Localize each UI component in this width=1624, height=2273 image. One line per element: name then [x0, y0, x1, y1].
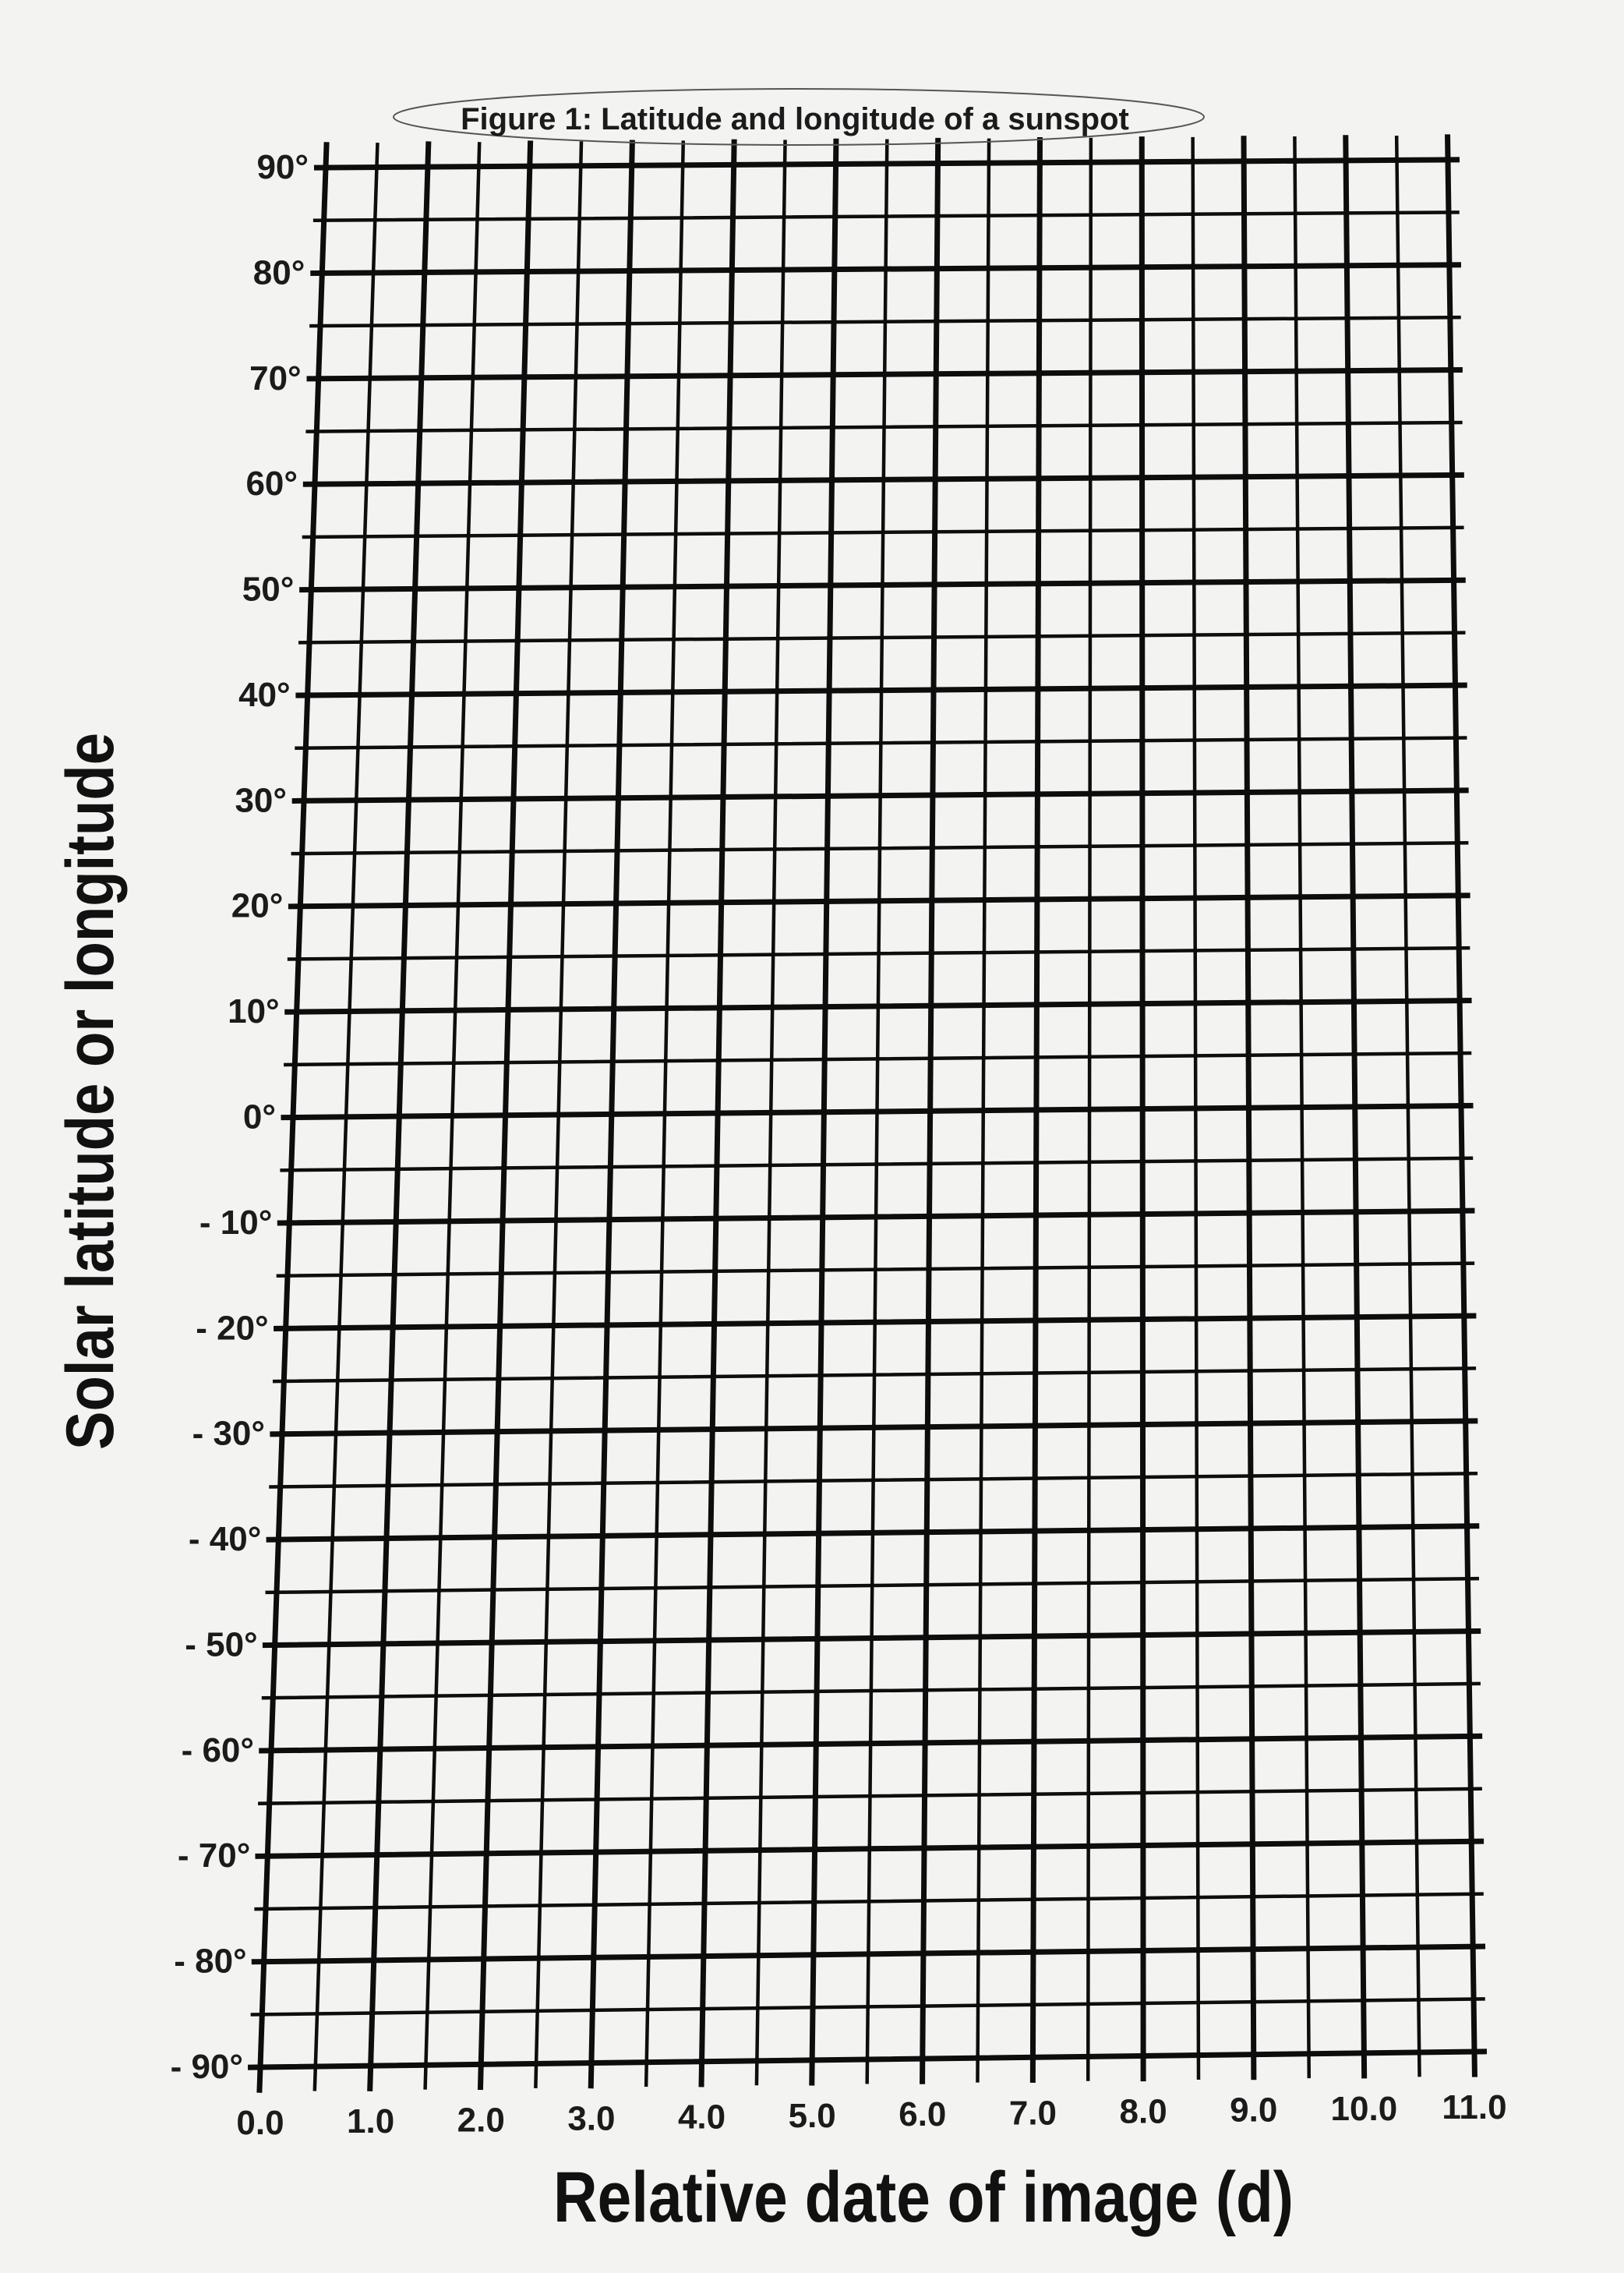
y-tick-label: 90°: [256, 148, 309, 186]
y-tick-label: - 20°: [196, 1309, 269, 1348]
y-tick-label: 50°: [242, 570, 295, 609]
x-tick-label: 8.0: [1119, 2092, 1167, 2131]
y-tick-label: 30°: [235, 781, 287, 820]
y-tick-label: 60°: [245, 465, 298, 504]
y-tick-label: - 10°: [199, 1203, 273, 1242]
y-tick-label: 70°: [249, 359, 302, 398]
y-tick-label: 0°: [242, 1098, 276, 1136]
y-tick-label: - 80°: [174, 1942, 247, 1981]
y-tick-label: - 40°: [188, 1520, 262, 1559]
y-tick-label: - 70°: [177, 1836, 251, 1875]
y-axis-label: Solar latitude or longitude: [53, 619, 128, 1450]
y-tick-label: - 90°: [170, 2048, 243, 2086]
x-tick-label: 9.0: [1230, 2091, 1278, 2130]
y-tick-label: - 30°: [192, 1414, 265, 1453]
x-tick-label: 3.0: [567, 2099, 616, 2138]
y-tick-label: 10°: [228, 992, 280, 1031]
x-tick-label: 4.0: [677, 2098, 726, 2137]
x-tick-label: 11.0: [1442, 2088, 1507, 2126]
y-tick-label: - 60°: [181, 1730, 254, 1769]
y-tick-label: - 50°: [185, 1625, 258, 1664]
y-tick-label: 80°: [252, 253, 305, 292]
y-tick-label: 20°: [231, 886, 284, 925]
x-tick-label: 5.0: [788, 2096, 836, 2135]
x-tick-label: 6.0: [898, 2095, 947, 2134]
y-tick-label: 40°: [238, 675, 291, 714]
x-tick-label: 10.0: [1330, 2089, 1398, 2128]
title-group: [394, 89, 1204, 145]
chart-title: Figure 1: Latitude and longitude of a sunspot: [461, 102, 1129, 136]
x-tick-label: 0.0: [236, 2104, 284, 2142]
grid-layer: [251, 137, 1485, 2090]
x-tick-label: 2.0: [457, 2101, 505, 2140]
x-tick-label: 1.0: [347, 2102, 395, 2141]
x-tick-label: 7.0: [1008, 2094, 1057, 2133]
x-axis-label: Relative date of image (d): [553, 2158, 1294, 2237]
